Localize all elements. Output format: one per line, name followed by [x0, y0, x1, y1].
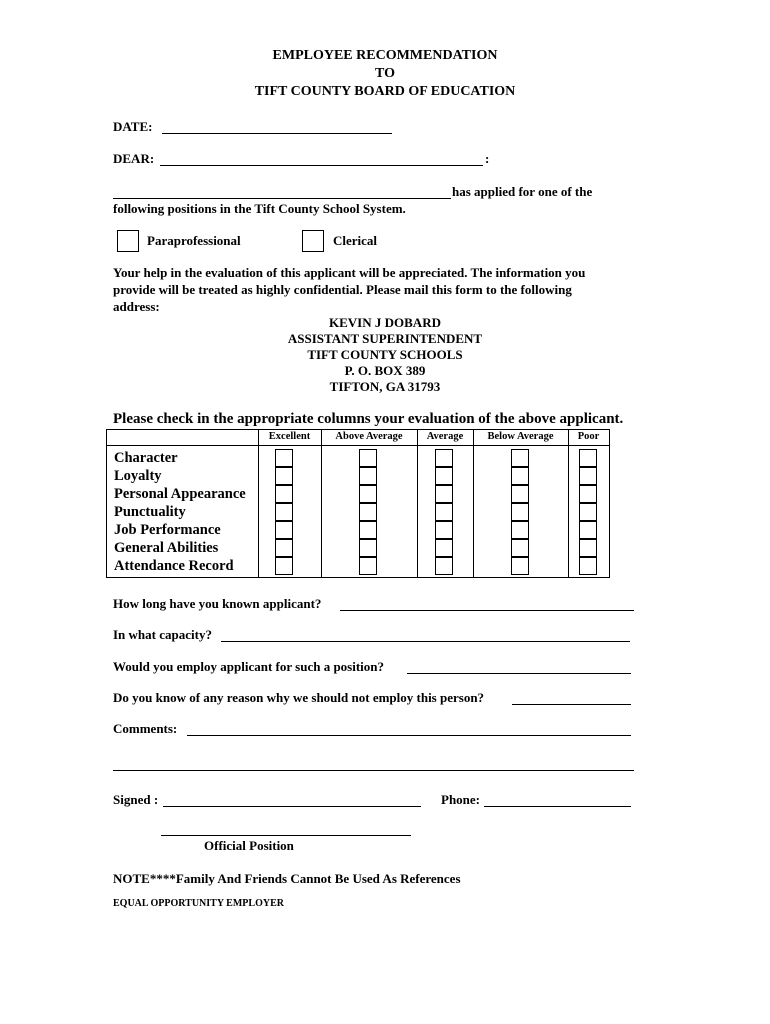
rating-checkbox-job-performance-below-average[interactable] — [511, 521, 529, 539]
known-field[interactable] — [340, 610, 634, 611]
rating-checkbox-attendance-record-below-average[interactable] — [511, 557, 529, 575]
form-title-to: TO — [375, 66, 395, 81]
employ-field[interactable] — [407, 673, 631, 674]
rating-checkbox-punctuality-excellent[interactable] — [275, 503, 293, 521]
clerical-label: Clerical — [333, 233, 378, 248]
rating-checkbox-attendance-record-poor[interactable] — [579, 557, 597, 575]
applied-text-2: following positions in the Tift County School System. — [113, 201, 406, 216]
paraprofessional-label: Paraprofessional — [147, 233, 241, 248]
capacity-field[interactable] — [221, 641, 630, 642]
criterion-general-abilities: General Abilities — [114, 540, 219, 556]
comments-label: Comments: — [113, 721, 178, 736]
address-title: ASSISTANT SUPERINTENDENT — [287, 331, 483, 346]
rating-checkbox-punctuality-below-average[interactable] — [511, 503, 529, 521]
col-average: Average — [426, 431, 464, 442]
rating-checkbox-general-abilities-average[interactable] — [435, 539, 453, 557]
rating-checkbox-general-abilities-excellent[interactable] — [275, 539, 293, 557]
criterion-punctuality: Punctuality — [114, 504, 186, 520]
intro-line-3: address: — [113, 299, 160, 314]
dear-field[interactable] — [160, 165, 483, 166]
address-pobox: P. O. BOX 389 — [344, 363, 426, 378]
rating-checkbox-character-average[interactable] — [435, 449, 453, 467]
comments-field-line-2[interactable] — [113, 770, 634, 771]
evaluation-instruction: Please check in the appropriate columns your evaluation of the above applicant. — [113, 411, 624, 427]
dear-colon: : — [485, 151, 490, 166]
rating-checkbox-character-excellent[interactable] — [275, 449, 293, 467]
applied-text: has applied for one of the — [452, 184, 593, 199]
phone-field[interactable] — [484, 806, 631, 807]
question-known: How long have you known applicant? — [113, 596, 322, 611]
rating-checkbox-job-performance-poor[interactable] — [579, 521, 597, 539]
criterion-attendance-record: Attendance Record — [114, 558, 234, 574]
rating-checkbox-loyalty-excellent[interactable] — [275, 467, 293, 485]
date-field[interactable] — [162, 133, 392, 134]
rating-checkbox-job-performance-average[interactable] — [435, 521, 453, 539]
rating-checkbox-job-performance-excellent[interactable] — [275, 521, 293, 539]
intro-line-2: provide will be treated as highly confidential. Please mail this form to the following — [113, 282, 572, 297]
rating-checkbox-punctuality-above-average[interactable] — [359, 503, 377, 521]
form-title: EMPLOYEE RECOMMENDATION — [272, 48, 498, 63]
criterion-loyalty: Loyalty — [114, 468, 162, 484]
date-label: DATE: — [113, 119, 153, 134]
rating-checkbox-character-below-average[interactable] — [511, 449, 529, 467]
rating-checkbox-attendance-record-above-average[interactable] — [359, 557, 377, 575]
intro-line-1: Your help in the evaluation of this applicant will be appreciated. The information you — [113, 265, 586, 280]
clerical-checkbox[interactable] — [302, 230, 324, 252]
rating-checkbox-general-abilities-poor[interactable] — [579, 539, 597, 557]
address-name: KEVIN J DOBARD — [329, 315, 441, 330]
rating-checkbox-job-performance-above-average[interactable] — [359, 521, 377, 539]
phone-label: Phone: — [441, 792, 480, 807]
comments-field[interactable] — [187, 735, 631, 736]
equal-opportunity-footer: EQUAL OPPORTUNITY EMPLOYER — [113, 898, 284, 909]
criterion-character: Character — [114, 450, 178, 466]
evaluation-table — [106, 429, 610, 578]
official-position-label: Official Position — [204, 838, 294, 853]
col-above-average: Above Average — [335, 431, 403, 442]
form-title-board: TIFT COUNTY BOARD OF EDUCATION — [254, 84, 516, 99]
signed-label: Signed : — [113, 792, 159, 807]
rating-checkbox-personal-appearance-poor[interactable] — [579, 485, 597, 503]
question-capacity: In what capacity? — [113, 627, 212, 642]
applicant-name-field[interactable] — [113, 198, 451, 199]
signature-field[interactable] — [163, 806, 421, 807]
col-poor: Poor — [577, 431, 600, 442]
address-org: TIFT COUNTY SCHOOLS — [307, 347, 463, 362]
references-note: NOTE****Family And Friends Cannot Be Used As References — [113, 871, 461, 886]
rating-checkbox-attendance-record-excellent[interactable] — [275, 557, 293, 575]
question-reason: Do you know of any reason why we should not employ this person? — [113, 690, 485, 705]
col-excellent: Excellent — [268, 431, 311, 442]
rating-checkbox-personal-appearance-excellent[interactable] — [275, 485, 293, 503]
criterion-personal-appearance: Personal Appearance — [114, 486, 246, 502]
dear-label: DEAR: — [113, 151, 155, 166]
paraprofessional-checkbox[interactable] — [117, 230, 139, 252]
rating-checkbox-attendance-record-average[interactable] — [435, 557, 453, 575]
rating-checkbox-general-abilities-above-average[interactable] — [359, 539, 377, 557]
rating-checkbox-personal-appearance-average[interactable] — [435, 485, 453, 503]
question-employ: Would you employ applicant for such a position? — [113, 659, 385, 674]
rating-checkbox-character-poor[interactable] — [579, 449, 597, 467]
rating-checkbox-punctuality-average[interactable] — [435, 503, 453, 521]
col-below-average: Below Average — [487, 431, 554, 442]
rating-checkbox-loyalty-below-average[interactable] — [511, 467, 529, 485]
rating-checkbox-loyalty-poor[interactable] — [579, 467, 597, 485]
rating-checkbox-personal-appearance-above-average[interactable] — [359, 485, 377, 503]
criterion-job-performance: Job Performance — [114, 522, 221, 538]
rating-checkbox-general-abilities-below-average[interactable] — [511, 539, 529, 557]
rating-checkbox-personal-appearance-below-average[interactable] — [511, 485, 529, 503]
rating-checkbox-punctuality-poor[interactable] — [579, 503, 597, 521]
rating-checkbox-loyalty-above-average[interactable] — [359, 467, 377, 485]
rating-checkbox-character-above-average[interactable] — [359, 449, 377, 467]
address-city: TIFTON, GA 31793 — [329, 379, 441, 394]
official-position-field[interactable] — [161, 835, 411, 836]
rating-checkbox-loyalty-average[interactable] — [435, 467, 453, 485]
reason-field[interactable] — [512, 704, 631, 705]
